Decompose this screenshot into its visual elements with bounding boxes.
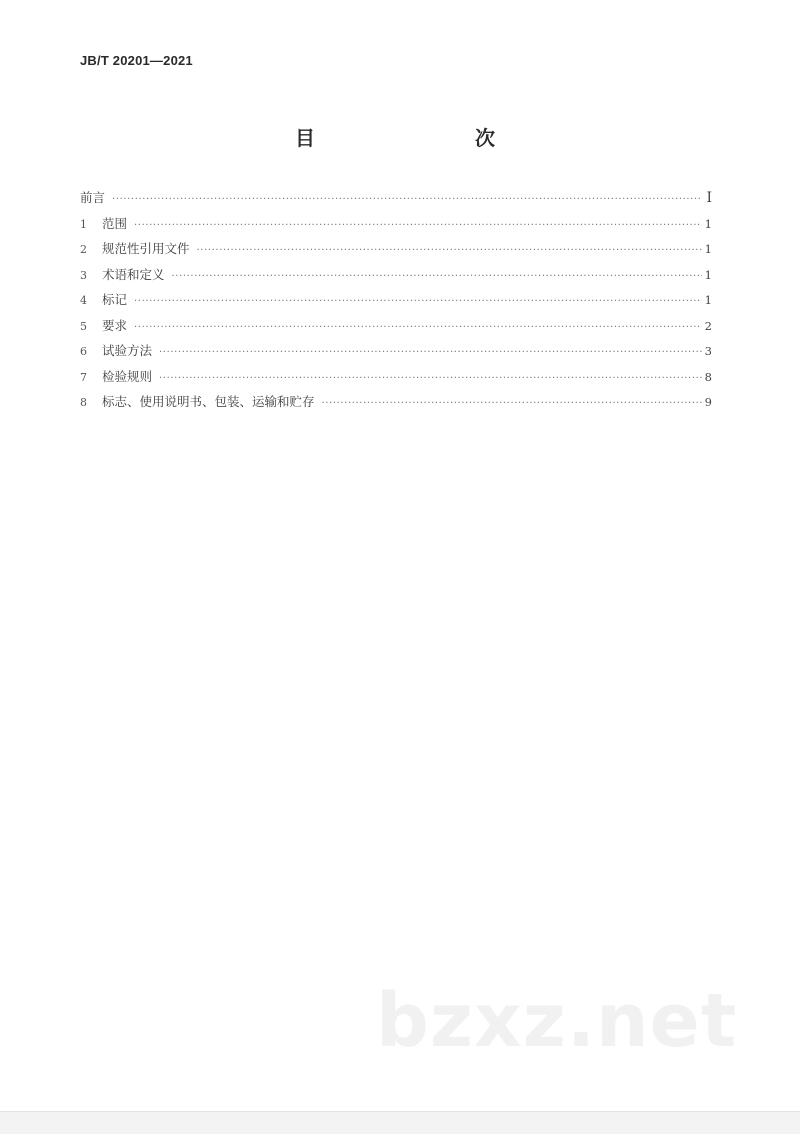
toc-entry-label: 规范性引用文件 (102, 241, 190, 256)
toc-entry-number: 4 (80, 294, 87, 307)
toc-entry-page: 1 (704, 216, 712, 231)
toc-entry-page: 1 (704, 242, 712, 256)
toc-leader-dots (194, 245, 702, 256)
toc-entry-test-methods[interactable] (80, 341, 712, 367)
toc-entry-requirements[interactable] (80, 316, 712, 342)
toc-leader-dots (109, 194, 702, 205)
toc-entry-number: 6 (80, 345, 87, 358)
toc-entry-page: 8 (704, 369, 712, 384)
toc-entry-number: 7 (80, 370, 87, 384)
toc-leader-dots (319, 398, 702, 409)
toc-leader-dots (169, 271, 702, 282)
standard-code: JB/T 20201—2021 (80, 53, 193, 68)
toc-entry-scope[interactable] (80, 214, 712, 240)
toc-entry-label: 检验规则 (102, 368, 153, 384)
toc-entry-label: 术语和定义 (102, 266, 165, 282)
table-of-contents (80, 188, 712, 418)
toc-entry-label: 前言 (80, 190, 106, 205)
toc-entry-number: 5 (80, 319, 87, 333)
toc-entry-marking-packaging[interactable] (80, 392, 712, 418)
toc-entry-page: Ⅰ (706, 190, 712, 206)
toc-entry-number: 3 (80, 268, 87, 282)
watermark-text: bzxz.net (376, 978, 738, 1064)
toc-entry-label: 标志、使用说明书、包装、运输和贮存 (102, 394, 315, 409)
toc-entry-label: 要求 (102, 317, 128, 333)
toc-leader-dots (131, 322, 702, 333)
toc-entry-number: 8 (80, 396, 87, 409)
toc-entry-page: 9 (704, 395, 712, 409)
toc-entry-number: 1 (80, 217, 87, 231)
toc-entry-terms-definitions[interactable] (80, 265, 712, 291)
toc-entry-page: 1 (704, 293, 712, 307)
toc-leader-dots (156, 347, 702, 358)
toc-entry-normative-references[interactable] (80, 239, 712, 265)
toc-entry-marking[interactable] (80, 290, 712, 316)
toc-entry-page: 2 (704, 318, 712, 333)
toc-entry-label: 标记 (102, 292, 128, 307)
toc-entry-page: 1 (704, 267, 712, 282)
toc-entry-label: 范围 (102, 215, 128, 231)
toc-entry-inspection-rules[interactable] (80, 367, 712, 393)
toc-leader-dots (156, 373, 702, 384)
toc-leader-dots (131, 296, 702, 307)
toc-entry-number: 2 (80, 243, 87, 256)
page-title: 目 次 (295, 126, 535, 150)
toc-entry-label: 试验方法 (102, 343, 153, 358)
page-bottom-edge (0, 1111, 800, 1134)
toc-entry-foreword[interactable] (80, 188, 712, 214)
toc-leader-dots (131, 220, 702, 231)
toc-entry-page: 3 (704, 344, 712, 358)
